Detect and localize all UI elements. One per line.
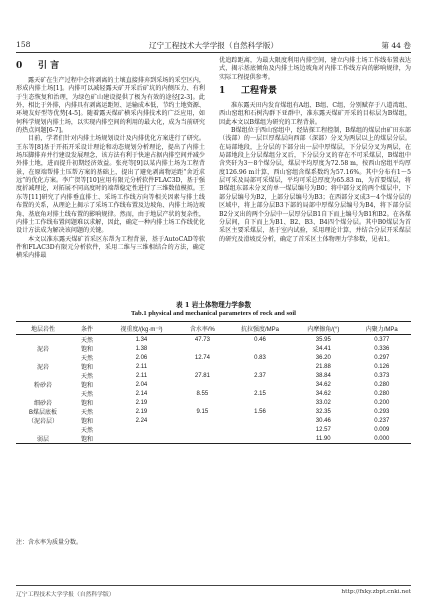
table-cell-tension <box>226 344 294 353</box>
table-cell-cond: 饱和 <box>80 365 93 371</box>
table-cell-cohesion: 0.009 <box>374 426 390 433</box>
footer-journal: 辽宁工程技术大学学报（自然科学版） <box>16 592 115 598</box>
table-cell-cond: 天然 <box>80 356 93 362</box>
section-0-heading: 0 引 言 <box>16 61 60 71</box>
column-header: 视重度/(kg·m⁻³) <box>104 322 179 335</box>
table-caption <box>16 301 411 318</box>
table-cell-layer: 粉砂岩 <box>33 383 52 389</box>
footer-url: http://fxky.zbpt.cnki.net <box>341 589 411 595</box>
table-cell-friction: 34.62 <box>315 390 331 397</box>
table-cell-friction: 34.62 <box>315 381 331 388</box>
table-cell-density: 2.19 <box>135 399 148 406</box>
table-cell-density: 2.11 <box>135 363 148 370</box>
table-note: 注：含水率为质量分数。 <box>16 539 83 546</box>
table-cell-friction: 32.35 <box>315 408 331 415</box>
table-cell-water <box>179 362 226 371</box>
table-row <box>16 362 411 371</box>
column-header: 内摩擦角/(°) <box>294 322 353 335</box>
left-column <box>16 57 205 261</box>
table-cell-water <box>179 416 226 425</box>
table-cell-cohesion: 0.297 <box>374 354 390 361</box>
table-cell-friction: 30.46 <box>315 417 331 424</box>
table-cell-cohesion: 0.293 <box>374 408 390 415</box>
table-cell-layer <box>16 335 70 345</box>
table-cell-water <box>179 380 226 389</box>
table-cell-cond: 饱和 <box>70 434 104 444</box>
footer-rule <box>16 585 411 586</box>
table-row <box>16 398 411 407</box>
table-cell-tension <box>226 362 294 371</box>
paragraph-continuation: 优追踪距离，为最大限度利用内排空间，建立内排土场工作线布置表达式，揭示基底倾角及内排土场边坡角对内排工作线方向的影响规律，为实际工程提供参考。 <box>219 57 411 81</box>
table-cell-tension: 2.37 <box>254 372 266 379</box>
table-row <box>16 371 411 380</box>
table-cell-layer: 泥岩 <box>36 365 49 371</box>
table-row <box>16 344 411 353</box>
table-cell-density <box>104 434 179 444</box>
table-cell-layer: 泥岩 <box>36 347 49 353</box>
table-cell-cohesion: 0.373 <box>374 372 390 379</box>
table-cell-friction: 35.95 <box>315 336 331 343</box>
journal-title: 辽宁工程技术大学学报（自然科学版） <box>148 41 279 50</box>
table-cell-layer: （泥岩层） <box>27 419 58 425</box>
table-cell-density: 2.04 <box>135 381 148 388</box>
table-cell-tension: 0.83 <box>254 354 266 361</box>
table-cell-water: 8.55 <box>196 390 209 397</box>
column-header: 地层岩性 <box>16 322 70 335</box>
table-cell-cond: 天然 <box>80 374 93 380</box>
parameters-table <box>16 321 411 444</box>
table-cell-tension: 1.56 <box>254 408 266 415</box>
table-cell-density: 2.11 <box>135 372 148 379</box>
table-cell-friction: 33.02 <box>315 399 331 406</box>
table-row <box>16 407 411 416</box>
table-cell-layer <box>16 425 70 434</box>
table-row <box>16 416 411 425</box>
table-cell-water: 27.81 <box>194 372 210 379</box>
table-cell-density: 2.06 <box>135 354 148 361</box>
table-cell-density: 1.34 <box>135 336 148 343</box>
table-cell-friction: 36.20 <box>315 354 331 361</box>
table-cell-cond: 天然 <box>80 428 93 434</box>
table-row <box>16 380 411 389</box>
table-cell-friction: 11.90 <box>294 434 353 444</box>
table-cell-density: 2.24 <box>135 417 148 424</box>
table-cell-cond: 饱和 <box>80 383 93 389</box>
paragraph: 露天矿在生产过程中会将剥离的土壤直接排弃到采场的采空区内，形成内排土场[1]。内排可以减轻露天矿开采后矿坑的内侧压力、有利于生态恢复和治理，为绿色矿山建设提供了极为有效的途径[2-3]。此外，相比于外排，内排具有剥离运距短、运输成本低，节约土地资源、环境友好型等优势[4-5]。随着露天煤矿横采内排技术的广泛应用，如何科学规划内排土场，以实现内排空间的利用的最大化，成为当前研究的热点问题[6-7]。 <box>16 77 205 135</box>
table-cell-layer <box>16 389 70 398</box>
table-cell-cohesion: 0.237 <box>374 417 390 424</box>
table-cell-water <box>179 434 226 444</box>
table-cell-friction: 34.41 <box>315 345 331 352</box>
section-1-heading: 1 工程背景 <box>219 86 278 97</box>
table-cell-density: 2.19 <box>135 408 148 415</box>
table-header-row <box>16 322 411 335</box>
table-cell-tension <box>226 425 294 434</box>
table-cell-water: 47.73 <box>194 336 210 343</box>
table-cell-cond: 天然 <box>80 392 93 398</box>
table-cell-cond: 饱和 <box>80 401 93 407</box>
table-caption-en: Tab.1 physical and mechanical parameters of rock and soil <box>130 309 297 317</box>
table-cell-density <box>104 425 179 434</box>
table-cell-density: 1.38 <box>135 345 148 352</box>
table-cell-cond: 天然 <box>80 338 93 344</box>
right-column <box>219 57 411 244</box>
table-cell-water: 12.74 <box>194 354 210 361</box>
paragraph: 目前，学者们针对内排土场规划设计及内排优化方案进行了研究。王东等[8]基于开拓开采设计理论和动态规划分析理论，提出了内排土场压脚排弃并行建设发展理念，该方法有利于快速占据内排空间并减少外排土地，进而提升初期经济效益。张亮等[9]以某内排土场为工程背景，在原端帮排土压帮方案的基础上，提出了避免剥离物运距“舍近求远”的优化方案。李广贺等[10]应用有限元分析软件FLAC3D，基于强度折减理论，对拓展不同高度时的端帮稳定性进行了三维数值模拟。王东等[11]研究了内排垂直排土、采场工作线方向等相关因素与排土线布置的关系，从理论上揭示了采场工作线布置及边坡角、内排土场边坡角、基底角对排土线布置的影响规律。然而，由于地层产状的复杂性，内排土工作线布置问题难以求解，因此，确定一种内排土场工作线优化设计方法成为解决该问题的关键。 <box>16 135 205 235</box>
table-cell-water <box>179 425 226 434</box>
table-cell-layer: 细砂岩 <box>33 401 52 407</box>
table-cell-water <box>179 398 226 407</box>
header-rule <box>16 52 411 53</box>
table-cell-tension <box>226 380 294 389</box>
table-cell-tension: 2.15 <box>254 390 266 397</box>
table-cell-cohesion: 0.000 <box>353 434 411 444</box>
table-cell-tension <box>226 434 294 444</box>
table-cell-friction: 12.57 <box>315 426 331 433</box>
column-header: 内聚力/MPa <box>353 322 411 335</box>
table-cell-friction: 21.88 <box>315 363 331 370</box>
table-cell-cond: 饱和 <box>80 347 93 353</box>
column-header: 含水率/% <box>179 322 226 335</box>
table-row <box>16 389 411 398</box>
table-caption-cn: 表 1 岩土体物理力学参数 <box>175 301 252 309</box>
table-cell-layer <box>16 371 70 380</box>
paragraph: 准东露天田内发育煤组有A组、B组、C组，分别赋存于八道湾组、西山窑组和石树沟群下亚群中，准东露天煤矿开采的目标层为B煤组，因此本文以B煤组为研究的工程背景。 <box>219 102 411 126</box>
table-cell-cohesion: 0.126 <box>374 363 390 370</box>
table-cell-cohesion: 0.336 <box>374 345 390 352</box>
column-header: 抗拉强度/MPa <box>226 322 294 335</box>
table-cell-cohesion: 0.280 <box>374 390 390 397</box>
column-header: 条件 <box>70 322 104 335</box>
table-cell-cohesion: 0.377 <box>374 336 390 343</box>
table-cell-tension: 0.46 <box>254 336 266 343</box>
page-number: 158 <box>16 40 31 49</box>
table-cell-layer: 弱层 <box>16 434 70 444</box>
table-cell-friction: 38.84 <box>315 372 331 379</box>
table-cell-density: 2.14 <box>135 390 148 397</box>
paragraph: 本文以准东露天煤矿首采区东帮为工程背景，基于AutoCAD等软件和FLAC3D有限元分析软件，采用二维与三维相结合的方法，确定横采内排最 <box>16 235 205 260</box>
table-row <box>16 353 411 362</box>
paragraph: B煤组位于西山窑组中，经钻探工程控制，B煤组的煤层由矿田东部（浅部）的一层巨厚煤层向西部（深部）分叉为两层以上的煤层分层。在局部地段，上分层的下部分出一层中厚煤层，下分层分叉为两层，在局部地段上分层煤组分叉后，下分层分叉的存在不可采煤层，B煤组中含夹矸为3～8个煤分层，煤层平均厚度为72.58 m，按西山窑组平均厚度126.96 m计算，西山窑组含煤系数约为57.16%。其中分布有1～5层可采及局部可采煤层，平均可采总厚度为65.83 m，为首要煤层，将B煤组东部未分叉的单一煤层编号为B0；将中部分叉的两个煤层中，下部分层编号为B2，上部分层编号为B3；在西部分叉成3～4个煤分层的区域中，将上部分层B3下部的局部中厚煤分层编号为B4，将下部分层B2分叉出的两个分层中一层厚分层B1自下而上编号为B1和B2。在各煤分层间，自下而上为B1、B2、B3、B4四个煤分层。其中B0煤层为首采区主要采煤层，基于室内试验，采用理论计算，并结合分层开采煤层的研究及滑坡反分析，确定了首采区土体物理力学参数，见表1。 <box>219 127 411 243</box>
table-row <box>16 425 411 434</box>
table-cell-cond: 饱和 <box>80 419 93 425</box>
table-cell-tension <box>226 416 294 425</box>
table-cell-layer <box>16 353 70 362</box>
table-cell-tension <box>226 398 294 407</box>
table-cell-cohesion: 0.200 <box>374 399 390 406</box>
table-cell-cond: 天然 <box>80 410 93 416</box>
table-cell-layer: B煤层底板 <box>28 410 57 416</box>
table-row <box>16 335 411 345</box>
table-cell-water: 9.15 <box>196 408 209 415</box>
volume-label: 第 44 卷 <box>381 41 411 50</box>
table-cell-water <box>179 344 226 353</box>
table-cell-cohesion: 0.280 <box>374 381 390 388</box>
table-row <box>16 434 411 444</box>
